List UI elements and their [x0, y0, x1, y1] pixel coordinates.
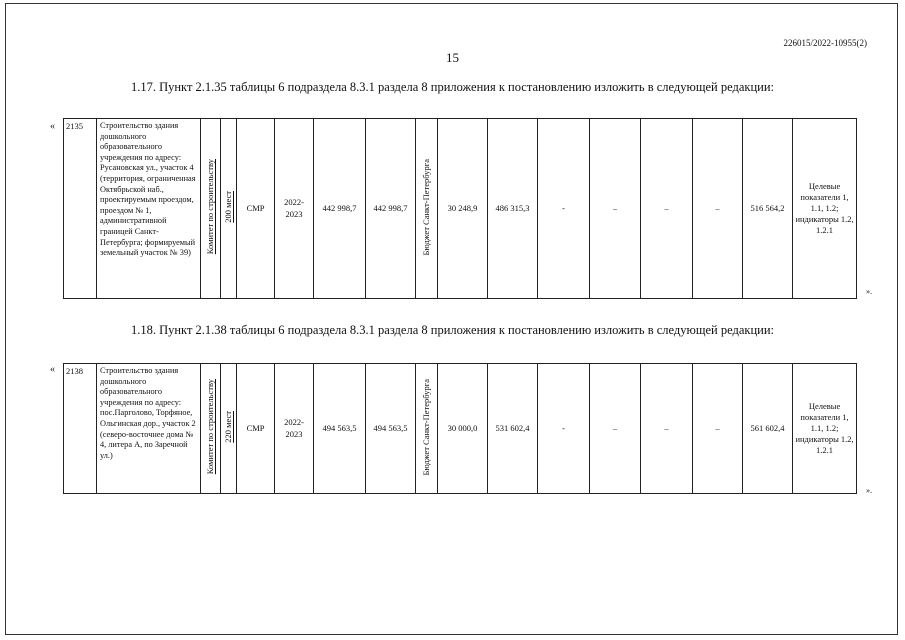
customer-cell: [201, 119, 221, 299]
year-5: –: [641, 364, 693, 494]
open-quote: «: [50, 121, 55, 132]
year-3: -: [538, 119, 590, 299]
customer-cell: [201, 364, 221, 494]
year-1: 30 248,9: [438, 119, 488, 299]
object-name: Строительство здания дошкольного образовательного учреждения по адресу: Русановская ул., участок 4 (территория, ограниченная Октябрьской наб., проектируемым проездом, проездом № 1, административной границей Санкт-Петербурга; формируемый земельный участок № 39): [97, 119, 201, 299]
customer: Комитет по строительству: [204, 379, 215, 475]
year-4: –: [590, 119, 641, 299]
sum: 516 564,2: [743, 119, 793, 299]
page-number: 15: [446, 50, 459, 65]
year-6: –: [693, 119, 743, 299]
indicators: Целевые показатели 1, 1.1, 1.2; индикаторы 1.2, 1.2.1: [793, 364, 857, 494]
section-heading-1-18: 1.18. Пункт 2.1.38 таблицы 6 подраздела 8.3.1 раздела 8 приложения к постановлению изложить в следующей редакции:: [130, 323, 775, 337]
work-type: СМР: [237, 119, 275, 299]
open-quote: «: [50, 364, 55, 375]
object-name: Строительство здания дошкольного образовательного учреждения по адресу: пос.Парголово, Торфяное, Ольгинская дор., участок 2 (северо-восточнее дома № 4, литера А, по Заречной ул.): [97, 364, 201, 494]
year-2: 531 602,4: [488, 364, 538, 494]
total-cost: 494 563,5: [314, 364, 366, 494]
cost-2: 494 563,5: [366, 364, 416, 494]
period: 2022-2023: [275, 119, 314, 299]
document-number: 226015/2022-10955(2): [783, 38, 867, 48]
source-cell: [416, 364, 438, 494]
capacity: 220 мест: [223, 411, 233, 443]
year-4: –: [590, 364, 641, 494]
year-6: –: [693, 364, 743, 494]
close-quote: ».: [866, 486, 872, 495]
capacity-cell: [221, 119, 237, 299]
row-number: 2138: [64, 364, 97, 494]
year-5: –: [641, 119, 693, 299]
table-item-2138: [63, 363, 857, 494]
funding-source: Бюджет Санкт-Петербурга: [421, 158, 432, 256]
capacity-cell: [221, 364, 237, 494]
year-2: 486 315,3: [488, 119, 538, 299]
table-item-2135: [63, 118, 857, 299]
total-cost: 442 998,7: [314, 119, 366, 299]
section-heading-1-17: 1.17. Пункт 2.1.35 таблицы 6 подраздела 8.3.1 раздела 8 приложения к постановлению изложить в следующей редакции:: [130, 80, 775, 94]
funding-source: Бюджет Санкт-Петербурга: [421, 378, 432, 476]
year-3: -: [538, 364, 590, 494]
source-cell: [416, 119, 438, 299]
sum: 561 602,4: [743, 364, 793, 494]
cost-2: 442 998,7: [366, 119, 416, 299]
page-frame: [5, 3, 898, 635]
customer: Комитет по строительству: [204, 159, 215, 255]
close-quote: ».: [866, 287, 872, 296]
year-1: 30 000,0: [438, 364, 488, 494]
table-row: [64, 119, 857, 299]
indicators: Целевые показатели 1, 1.1, 1.2; индикаторы 1.2, 1.2.1: [793, 119, 857, 299]
row-number: 2135: [64, 119, 97, 299]
capacity: 200 мест: [223, 191, 233, 223]
table-row: [64, 364, 857, 494]
work-type: СМР: [237, 364, 275, 494]
period: 2022-2023: [275, 364, 314, 494]
